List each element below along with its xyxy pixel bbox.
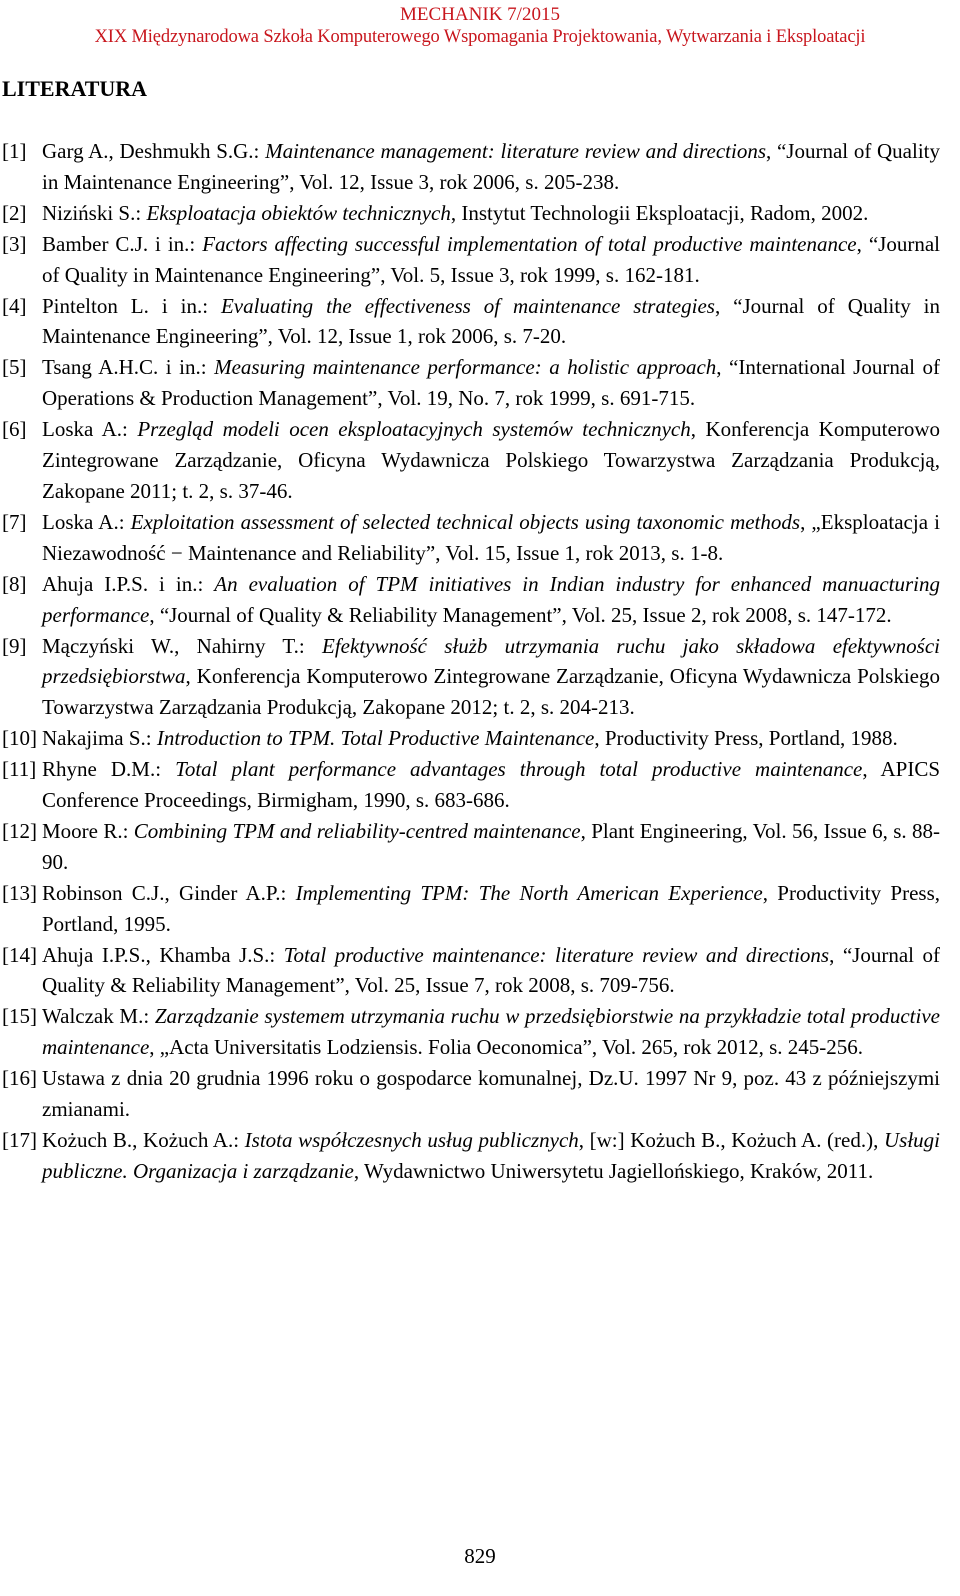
reference-title: Combining TPM and reliability-centred maintenance xyxy=(133,818,581,843)
reference-item xyxy=(2,291,940,353)
reference-number: [4] xyxy=(2,293,27,318)
reference-number: [10] xyxy=(2,726,37,751)
reference-authors: Pintelton L. i in.: xyxy=(42,293,221,318)
reference-title: Implementing TPM: The North American Experience xyxy=(295,880,763,905)
reference-item xyxy=(2,754,940,816)
running-header xyxy=(0,4,960,48)
journal-issue: MECHANIK 7/2015 xyxy=(400,4,560,25)
reference-number: [17] xyxy=(2,1128,37,1152)
reference-authors: Tsang A.H.C. i in.: xyxy=(42,355,215,380)
reference-details: , Konferencja Komputerowo Zintegrowane Zarządzanie, Oficyna Wydawnicza Polskiego Towarzystwa Zarządzania Produkcją, Zakopane 2011; t. 2, s. 37-46. xyxy=(42,417,940,503)
reference-number: [2] xyxy=(2,200,27,225)
reference-item xyxy=(2,136,940,198)
reference-title: Istota współczesnych usług publicznych xyxy=(244,1128,579,1152)
reference-item xyxy=(2,940,940,1002)
reference-text xyxy=(42,569,940,631)
reference-details: , Productivity Press, Portland, 1988. xyxy=(594,726,898,751)
reference-authors: Moore R.: xyxy=(42,818,134,843)
reference-details: , “Journal of Quality & Reliability Management”, Vol. 25, Issue 2, rok 2008, s. 147-172. xyxy=(149,602,892,627)
reference-item xyxy=(2,198,940,229)
reference-number: [15] xyxy=(2,1004,37,1029)
reference-authors: Robinson C.J., Ginder A.P.: xyxy=(42,880,296,905)
reference-details: , Productivity Press, Portland, 1995. xyxy=(42,880,940,936)
reference-number: [6] xyxy=(2,417,27,442)
reference-item xyxy=(2,631,940,724)
reference-title: Eksploatacja obiektów technicznych xyxy=(146,200,451,225)
reference-details: , “Journal of Quality & Reliability Management”, Vol. 25, Issue 7, rok 2008, s. 709-756. xyxy=(42,942,941,998)
reference-text xyxy=(42,723,940,754)
reference-item xyxy=(2,507,940,569)
reference-number: [11] xyxy=(2,757,37,782)
reference-authors: Mączyński W., Nahirny T.: xyxy=(42,633,322,658)
reference-details: , APICS Conference Proceedings, Birmigham, 1990, s. 683-686. xyxy=(42,757,941,813)
reference-authors: Ustawa z dnia 20 grudnia 1996 roku o gospodarce komunalnej, Dz.U. 1997 Nr 9, poz. 43 z późniejszymi zmianami. xyxy=(42,1066,940,1122)
reference-title: Zarządzanie systemem utrzymania ruchu w przedsiębiorstwie na przykładzie total productive maintenance xyxy=(42,1004,940,1060)
reference-item xyxy=(2,414,940,507)
reference-title: Maintenance management: literature review and directions xyxy=(265,139,767,163)
reference-authors: Kożuch B., Kożuch A.: xyxy=(42,1128,245,1152)
reference-title: An evaluation of TPM initiatives in Indian industry for enhanced manuacturing performance xyxy=(42,571,941,627)
reference-details-secondary: , Wydawnictwo Uniwersytetu Jagiellońskiego, Kraków, 2011. xyxy=(353,1158,874,1183)
reference-number: [7] xyxy=(2,509,27,534)
reference-item xyxy=(2,352,940,414)
reference-text xyxy=(42,1001,940,1063)
reference-item xyxy=(2,1001,940,1063)
reference-number: [1] xyxy=(2,139,27,163)
reference-details: , Instytut Technologii Eksploatacji, Radom, 2002. xyxy=(450,200,869,225)
reference-details: , “Journal of Quality in Maintenance Engineering”, Vol. 5, Issue 3, rok 1999, s. 162-181. xyxy=(42,231,940,287)
reference-title: Przegląd modeli ocen eksploatacyjnych systemów technicznych xyxy=(137,417,691,442)
reference-details: , „Eksploatacja i Niezawodność − Maintenance and Reliability”, Vol. 15, Issue 1, rok 2013, s. 1-8. xyxy=(42,509,940,565)
reference-item xyxy=(2,569,940,631)
reference-title: Introduction to TPM. Total Productive Maintenance xyxy=(156,726,595,751)
reference-authors: Ahuja I.P.S. i in.: xyxy=(42,571,215,596)
reference-list xyxy=(2,136,940,1187)
reference-item xyxy=(2,816,940,878)
reference-item xyxy=(2,878,940,940)
reference-text xyxy=(42,414,940,507)
reference-number: [9] xyxy=(2,633,27,658)
reference-authors: Loska A.: xyxy=(42,417,138,442)
reference-title-secondary: Usługi publiczne. Organizacja i zarządzanie xyxy=(42,1128,940,1183)
reference-number: [16] xyxy=(2,1066,37,1091)
reference-title: Measuring maintenance performance: a holistic approach xyxy=(214,355,717,380)
page-number: 829 xyxy=(464,1544,496,1568)
reference-details: , “International Journal of Operations & Production Management”, Vol. 19, No. 7, rok 1999, s. 691-715. xyxy=(42,355,941,411)
reference-authors: Loska A.: xyxy=(42,509,131,534)
reference-item xyxy=(2,1125,940,1187)
reference-text xyxy=(42,198,940,229)
reference-details: , [w:] Kożuch B., Kożuch A. (red.), xyxy=(578,1128,884,1152)
reference-text xyxy=(42,1125,940,1187)
reference-item xyxy=(2,229,940,291)
reference-authors: Rhyne D.M.: xyxy=(42,757,176,782)
reference-authors: Ahuja I.P.S., Khamba J.S.: xyxy=(42,942,284,967)
reference-text xyxy=(42,631,940,724)
reference-details: , Konferencja Komputerowo Zintegrowane Zarządzanie, Oficyna Wydawnicza Polskiego Towarzystwa Zarządzania Produkcją, Zakopane 2012; t. 2, s. 204-213. xyxy=(42,664,940,720)
reference-text xyxy=(42,816,940,878)
reference-authors: Garg A., Deshmukh S.G.: xyxy=(42,139,266,163)
reference-number: [12] xyxy=(2,818,37,843)
reference-details: , „Acta Universitatis Lodziensis. Folia Oeconomica”, Vol. 265, rok 2012, s. 245-256. xyxy=(149,1035,863,1060)
reference-authors: Walczak M.: xyxy=(42,1004,155,1029)
reference-details: , Plant Engineering, Vol. 56, Issue 6, s. 88-90. xyxy=(42,818,940,874)
reference-authors: Nakajima S.: xyxy=(42,726,157,751)
reference-title: Exploitation assessment of selected technical objects using taxonomic methods xyxy=(130,509,801,534)
reference-text xyxy=(42,940,940,1002)
reference-title: Total productive maintenance: literature review and directions xyxy=(283,942,830,967)
reference-text xyxy=(42,291,940,353)
reference-text xyxy=(42,352,940,414)
reference-number: [8] xyxy=(2,571,27,596)
reference-text xyxy=(42,229,940,291)
reference-text xyxy=(42,507,940,569)
conference-name: XIX Międzynarodowa Szkoła Komputerowego Wspomagania Projektowania, Wytwarzania i Eksploatacji xyxy=(94,27,866,47)
reference-text xyxy=(42,878,940,940)
section-title: LITERATURA xyxy=(2,76,148,101)
reference-text xyxy=(42,136,940,198)
reference-details: , “Journal of Quality in Maintenance Engineering”, Vol. 12, Issue 1, rok 2006, s. 7-20. xyxy=(42,293,940,349)
reference-title: Factors affecting successful implementation of total productive maintenance xyxy=(202,231,857,256)
reference-item xyxy=(2,723,940,754)
reference-authors: Bamber C.J. i in.: xyxy=(42,231,203,256)
reference-number: [3] xyxy=(2,231,27,256)
reference-text xyxy=(42,1063,940,1125)
reference-title: Total plant performance advantages through total productive maintenance xyxy=(175,757,863,782)
reference-number: [5] xyxy=(2,355,27,380)
reference-number: [14] xyxy=(2,942,37,967)
reference-title: Efektywność służb utrzymania ruchu jako składowa efektywności przedsiębiorstwa xyxy=(42,633,940,689)
reference-item xyxy=(2,1063,940,1125)
reference-text xyxy=(42,754,940,816)
reference-number: [13] xyxy=(2,880,37,905)
reference-details: , “Journal of Quality in Maintenance Engineering”, Vol. 12, Issue 3, rok 2006, s. 205-238. xyxy=(42,139,941,194)
reference-title: Evaluating the effectiveness of maintenance strategies xyxy=(220,293,715,318)
reference-authors: Niziński S.: xyxy=(42,200,147,225)
